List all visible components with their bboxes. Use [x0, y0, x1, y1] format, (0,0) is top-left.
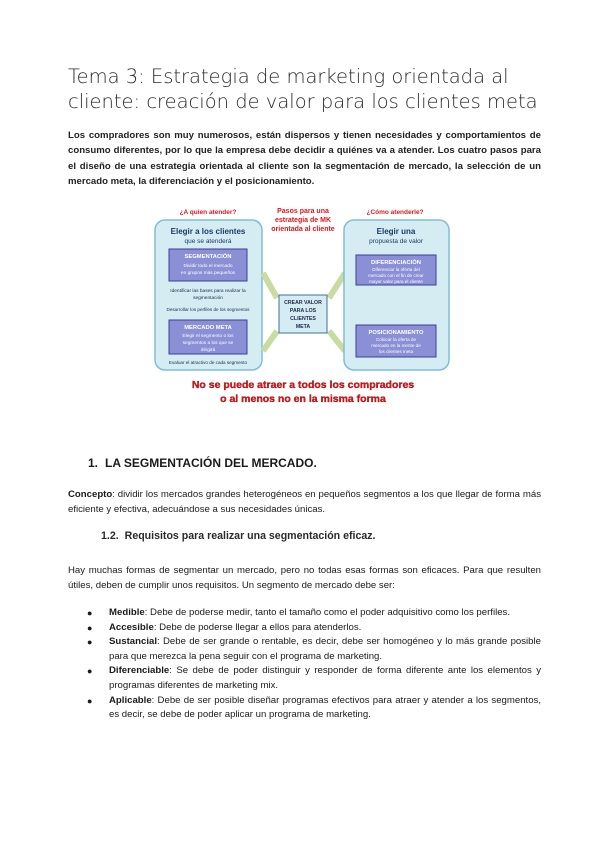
left-panel-title-2: que se atenderá — [184, 238, 232, 245]
list-item — [68, 621, 541, 636]
bases-line-1: Identificar las bases para realizar la — [170, 289, 246, 294]
posicionamiento-line-3: los clientes meta — [378, 349, 414, 354]
bullet-label: Aplicable — [109, 694, 152, 706]
center-title-line-3: orientada al cliente — [271, 226, 335, 233]
requirements-intro-paragraph: Hay muchas formas de segmentar un mercado, pero no todas esas formas son eficaces. Para que resulten útiles, deben de cumplir unos requisitos. Un segmento de mercado debe ser: — [68, 565, 541, 592]
center-box-line-4: META — [295, 324, 311, 330]
bullet-icon: ● — [87, 622, 93, 633]
bullet-text: : Se debe de poder distinguir y responder de forma diferente ante los elementos y programas diferentes de marketing mix. — [109, 665, 541, 691]
bullet-text: : Debe de ser grande o rentable, es decir, debe ser homogéneo y lo más grande posible para que merezca la pena seguir con el programa de marketing. — [109, 636, 541, 662]
section-1-2-number: 1.2. — [101, 530, 119, 542]
diferenciacion-line-3: mayor valor para el cliente — [369, 279, 423, 284]
bullet-icon: ● — [87, 608, 93, 618]
arrow-right-down — [329, 331, 345, 351]
list-item — [68, 606, 541, 621]
segmentacion-line-2: en grupos más pequeños — [180, 271, 236, 276]
concept-label: Concepto — [68, 489, 113, 500]
arrow-center-to-right — [329, 273, 345, 298]
arrow-left-down — [263, 331, 277, 351]
list-item — [68, 694, 541, 723]
bullet-label: Sustancial — [109, 636, 157, 648]
section-1-title: LA SEGMENTACIÓN DEL MERCADO. — [105, 456, 317, 470]
segmentacion-line-1: Dividir todo el mercado — [183, 264, 233, 269]
diferenciacion-label: DIFERENCIACIÓN — [371, 260, 421, 266]
section-1-2-heading — [101, 530, 375, 542]
section-1-heading — [88, 456, 317, 470]
bullet-text: : Debe de poderse medir, tanto el tamaño como el poder adquisitivo como los perfiles. — [144, 607, 511, 618]
perfiles-line: Desarrollar los perfiles de los segmentos — [166, 307, 250, 312]
list-item — [68, 664, 541, 693]
mercado-meta-label: MERCADO META — [184, 325, 232, 331]
posicionamiento-label: POSICIONAMIENTO — [368, 330, 424, 336]
section-1-number: 1. — [88, 456, 99, 470]
mercado-meta-line-1: Elegir el segmento o los — [182, 334, 234, 339]
bullet-text: : Debe de ser posible diseñar programas efectivos para atraer y atender a los segmentos, es decir, se debe de poder aplicar un programa de marketing. — [109, 694, 541, 721]
center-title-line-1: Pasos para una — [277, 208, 329, 215]
right-panel-title-1: Elegir una — [376, 227, 416, 236]
center-box-line-2: PARA LOS — [289, 308, 317, 314]
bullet-icon: ● — [87, 695, 93, 706]
right-question-label: ¿Cómo atenderle? — [366, 209, 424, 216]
section-1-2-title: Requisitos para realizar una segmentación eficaz. — [124, 530, 376, 542]
concept-text: : dividir los mercados grandes heterogéneos en pequeños segmentos a los que llegar de forma más eficiente y efectiva, adecuándose a sus necesidades únicas. — [68, 489, 541, 516]
mercado-meta-line-2: segmentos a los que se — [182, 341, 234, 346]
left-question-label: ¿A quien atender? — [179, 209, 237, 216]
bullet-label: Accesible — [109, 621, 154, 633]
strategy-diagram-svg — [153, 203, 453, 411]
center-box-line-1: CREAR VALOR — [284, 300, 322, 306]
bases-line-2: segmentación — [193, 296, 223, 301]
list-item — [68, 635, 541, 664]
diferenciacion-line-2: mercado con el fin de crear — [368, 273, 424, 278]
bottom-red-line-2: o al menos no en la misma forma — [220, 393, 386, 405]
document-title: Tema 3: Estrategia de marketing orientada al cliente: creación de valor para los clientes meta — [68, 65, 538, 113]
mercado-meta-line-3: dirigirá — [200, 348, 216, 353]
bullet-text: : Debe de poderse llegar a ellos para atenderlos. — [153, 621, 362, 633]
requirements-list — [68, 606, 541, 723]
bullet-icon: ● — [87, 666, 93, 677]
segmentacion-label: SEGMENTACIÓN — [184, 254, 232, 260]
concept-paragraph — [68, 487, 541, 518]
left-panel-title-1: Elegir a los clientes — [170, 227, 246, 236]
bullet-label: Medible — [109, 607, 145, 618]
posicionamiento-line-1: Colocar la oferta de — [375, 337, 417, 342]
evaluar-line: Evaluar el atractivo de cada segmento — [168, 360, 248, 365]
center-title-line-2: estrategia de MK — [274, 217, 332, 224]
diferenciacion-line-1: Diferenciar la oferta del — [372, 267, 420, 272]
intro-paragraph: Los compradores son muy numerosos, están dispersos y tienen necesidades y comportamientos de consumo diferentes, por lo que la empresa debe decidir a quiénes va a atender. Los cuatro pasos para el diseño de una estrategia orientada al cliente son la segmentación de mercado, la selección de un mercado meta, la diferenciación y el posicionamiento. — [68, 130, 541, 188]
bottom-red-line-1: No se puede atraer a todos los compradores — [191, 379, 415, 391]
center-box-line-3: CLIENTES — [290, 316, 316, 322]
arrow-left-to-center — [263, 273, 277, 298]
right-panel-title-2: propuesta de valor — [369, 238, 423, 245]
bullet-label: Diferenciable — [109, 665, 170, 677]
strategy-diagram — [153, 203, 453, 411]
bullet-icon: ● — [87, 637, 93, 648]
posicionamiento-line-2: mercado en la mente de — [371, 343, 421, 348]
